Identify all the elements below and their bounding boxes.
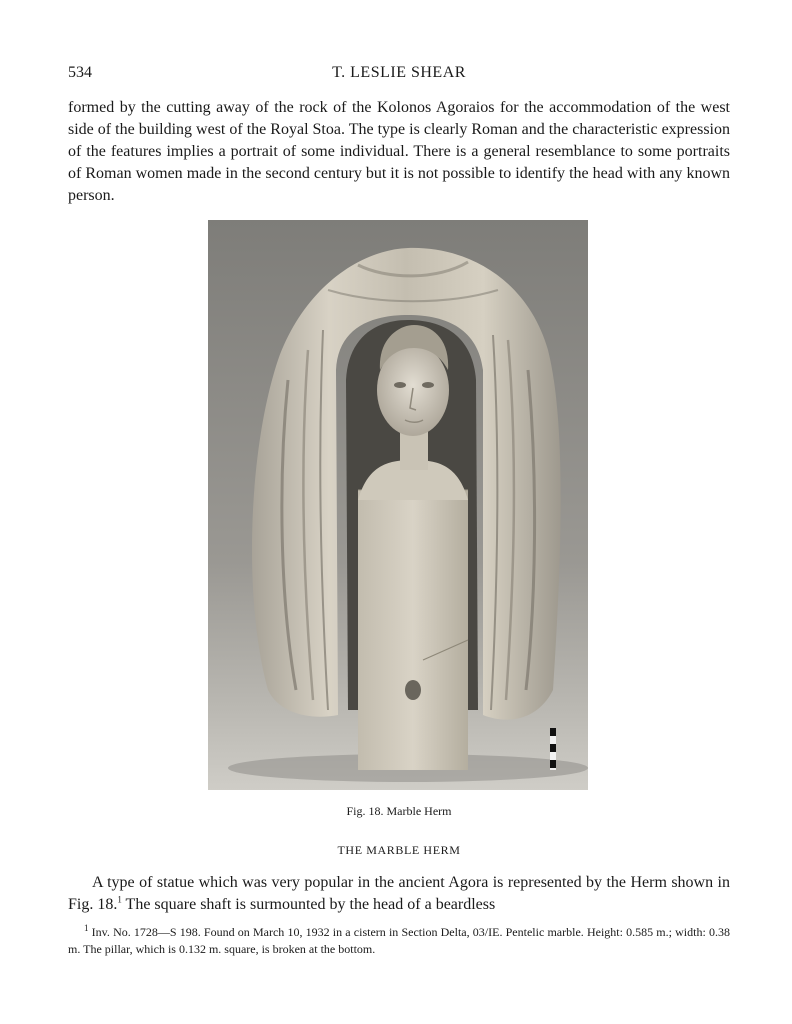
- page-number: 534: [68, 64, 92, 81]
- section-paragraph-end: The square shaft is surmounted by the head of a beardless: [121, 896, 496, 913]
- section-paragraph-text: [68, 872, 730, 916]
- figure-caption: Fig. 18. Marble Herm: [346, 804, 452, 818]
- footnote-body: Inv. No. 1728—S 198. Found on March 10, 1932 in a cistern in Section Delta, 03/IE. Pentelic marble. Height: 0.585 m.; width: 0.38 m. The pillar, which is 0.132 m. square, is broken at the bottom.: [68, 925, 730, 956]
- running-head: [68, 64, 730, 86]
- figure-marble-herm-photo: [208, 220, 588, 790]
- section-paragraph: [68, 872, 730, 916]
- section-heading: THE MARBLE HERM: [337, 843, 461, 857]
- intro-paragraph: [68, 97, 730, 207]
- intro-paragraph-text: formed by the cutting away of the rock of the Kolonos Agoraios for the accommodation of the west side of the building west of the Royal Stoa. The type is clearly Roman and the characteristic expression of the features implies a portrait of some individual. There is a general resemblance to some portraits of Roman women made in the second century but it is not possible to identify the head with any known person.: [68, 99, 730, 204]
- footnote-reference[interactable]: 1: [117, 894, 122, 905]
- marble-herm-image: [208, 220, 588, 790]
- footnote-text: [68, 924, 730, 958]
- footnote: [68, 924, 730, 958]
- running-title: T. LESLIE SHEAR: [332, 64, 466, 81]
- section-paragraph-start: A type of statue which was very popular in the ancient Agora is represented by the Herm shown in Fig. 18.: [68, 874, 730, 913]
- footnote-marker: 1: [84, 923, 89, 933]
